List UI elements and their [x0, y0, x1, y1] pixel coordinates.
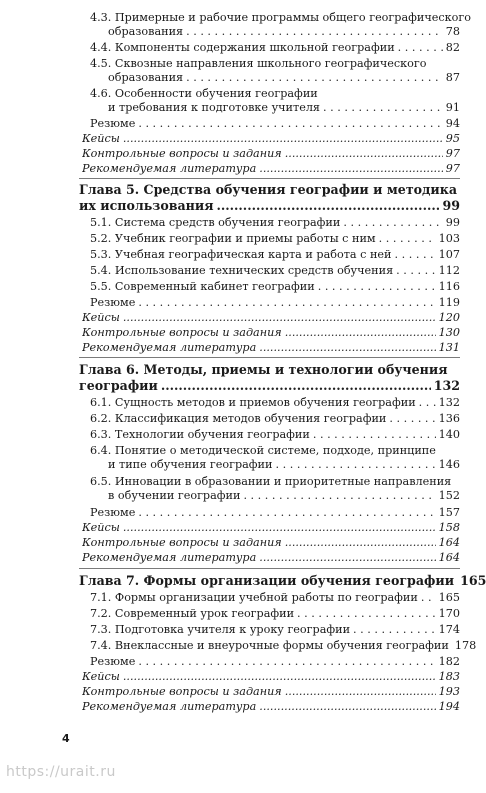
toc-entry-7-3[interactable] — [90, 623, 460, 637]
page-ref: 132 — [433, 378, 460, 393]
toc-literature-5[interactable] — [82, 341, 460, 355]
toc-entry-6-5-title — [90, 475, 451, 489]
dot-leader — [396, 264, 436, 278]
toc-entry-5-4[interactable] — [90, 264, 460, 278]
entry-text: Рекомендуемая литература — [82, 700, 257, 713]
dot-leader — [275, 458, 435, 472]
toc-questions-5[interactable] — [82, 326, 460, 340]
toc-cases-4[interactable] — [82, 132, 460, 146]
page-ref: 112 — [438, 264, 460, 277]
dot-leader — [186, 71, 443, 85]
entry-text: Кейсы — [82, 670, 120, 683]
page-ref: 165 — [438, 591, 460, 604]
toc-questions-4[interactable] — [82, 147, 460, 161]
dot-leader — [389, 412, 435, 426]
dot-leader — [138, 117, 442, 131]
toc-literature-6[interactable] — [82, 551, 460, 565]
entry-text: 7.1. Формы организации учебной работы по географии — [90, 591, 418, 604]
page-ref: 120 — [438, 311, 460, 324]
page-ref: 164 — [438, 536, 460, 549]
entry-text: в обучении географии — [108, 489, 241, 502]
chapter-text: Глава 7. Формы организации обучения географии — [79, 573, 455, 588]
dot-leader — [259, 162, 442, 176]
entry-text: Контрольные вопросы и задания — [82, 685, 282, 698]
dot-leader — [123, 521, 436, 535]
entry-text: 7.4. Внеклассные и внеурочные формы обучения географии — [90, 639, 449, 652]
dot-leader — [353, 623, 436, 637]
entry-text: Рекомендуемая литература — [82, 551, 257, 564]
toc-cases-6[interactable] — [82, 521, 460, 535]
entry-text: Резюме — [90, 655, 136, 668]
dot-leader — [421, 591, 436, 605]
chapter-text: их использования — [79, 198, 214, 213]
page-ref: 99 — [442, 198, 460, 213]
page-ref: 178 — [454, 639, 477, 652]
page-number: 4 — [62, 732, 70, 745]
toc-chapter-5[interactable] — [79, 198, 460, 213]
entry-text: и требования к подготовке учителя — [108, 101, 320, 114]
page-ref: 170 — [438, 607, 460, 620]
watermark-url: https://urait.ru — [6, 764, 116, 780]
page-ref: 152 — [438, 489, 460, 502]
toc-literature-4[interactable] — [82, 162, 460, 176]
entry-text: 5.4. Использование технических средств обучения — [90, 264, 394, 277]
dot-leader — [123, 132, 443, 146]
toc-entry-5-2[interactable] — [90, 232, 460, 246]
toc-entry-4-5[interactable] — [108, 71, 460, 85]
page-ref: 95 — [445, 132, 460, 145]
toc-resume-4[interactable] — [90, 117, 460, 131]
page-ref: 103 — [438, 232, 460, 245]
page-ref: 87 — [445, 71, 460, 84]
toc-entry-4-3[interactable] — [108, 25, 460, 39]
section-divider — [79, 178, 460, 179]
chapter-text: Глава 5. Средства обучения географии и методика — [79, 182, 458, 197]
page-ref: 193 — [438, 685, 460, 698]
toc-entry-6-2[interactable] — [90, 412, 460, 426]
toc-cases-7[interactable] — [82, 670, 460, 684]
toc-entry-6-4-title — [90, 444, 436, 458]
toc-entry-4-6-title — [90, 87, 318, 101]
entry-text: Контрольные вопросы и задания — [82, 326, 282, 339]
dot-leader — [123, 311, 436, 325]
dot-leader — [379, 232, 436, 246]
entry-text: 6.1. Сущность методов и приемов обучения географии — [90, 396, 416, 409]
entry-text: 6.4. Понятие о методической системе, подходе, принципе — [90, 444, 436, 457]
dot-leader — [318, 280, 436, 294]
entry-text: Контрольные вопросы и задания — [82, 536, 282, 549]
page-ref: 78 — [445, 25, 460, 38]
page-ref: 158 — [438, 521, 460, 534]
toc-entry-6-1[interactable] — [90, 396, 460, 410]
dot-leader — [259, 551, 435, 565]
section-divider — [79, 357, 460, 358]
toc-entry-4-4[interactable] — [90, 41, 460, 55]
dot-leader — [186, 25, 443, 39]
entry-text: Рекомендуемая литература — [82, 162, 257, 175]
dot-leader — [217, 198, 440, 213]
dot-leader — [138, 296, 435, 310]
page-ref: 182 — [438, 655, 460, 668]
entry-text: 6.2. Классификация методов обучения географии — [90, 412, 387, 425]
page-ref: 131 — [438, 341, 460, 354]
toc-cases-5[interactable] — [82, 311, 460, 325]
entry-text: 5.3. Учебная географическая карта и работа с ней — [90, 248, 392, 261]
dot-leader — [243, 489, 435, 503]
dot-leader — [285, 326, 436, 340]
dot-leader — [419, 396, 436, 410]
toc-entry-5-1[interactable] — [90, 216, 460, 230]
entry-text: 7.2. Современный урок географии — [90, 607, 295, 620]
page-ref: 107 — [438, 248, 460, 261]
chapter-5-title — [79, 182, 457, 197]
page-ref: 146 — [438, 458, 460, 471]
dot-leader — [323, 101, 443, 115]
entry-text: 7.3. Подготовка учителя к уроку географии — [90, 623, 351, 636]
entry-text: 5.2. Учебник географии и приемы работы с ним — [90, 232, 376, 245]
page-ref: 130 — [438, 326, 460, 339]
dot-leader — [395, 248, 436, 262]
entry-text: 6.3. Технологии обучения географии — [90, 428, 310, 441]
entry-text: Кейсы — [82, 132, 120, 145]
toc-entry-5-5[interactable] — [90, 280, 460, 294]
toc-literature-7[interactable] — [82, 700, 460, 714]
entry-text: 6.5. Инновации в образовании и приоритетные направления — [90, 475, 452, 488]
dot-leader — [138, 655, 435, 669]
dot-leader — [297, 607, 436, 621]
dot-leader — [138, 506, 435, 520]
toc-entry-6-3[interactable] — [90, 428, 460, 442]
dot-leader — [285, 147, 443, 161]
entry-text: 4.3. Примерные и рабочие программы общего географического — [90, 11, 471, 24]
chapter-6-title — [79, 362, 448, 377]
page-ref: 136 — [438, 412, 460, 425]
dot-leader — [285, 536, 436, 550]
entry-text: 4.6. Особенности обучения географии — [90, 87, 318, 100]
page-ref: 140 — [438, 428, 460, 441]
page-ref: 97 — [445, 147, 460, 160]
page-ref: 194 — [438, 700, 460, 713]
toc-entry-4-6[interactable] — [108, 101, 460, 115]
entry-text: 5.5. Современный кабинет географии — [90, 280, 315, 293]
entry-text: Резюме — [90, 506, 136, 519]
page-ref: 164 — [438, 551, 460, 564]
dot-leader — [313, 428, 436, 442]
entry-text: 5.1. Система средств обучения географии — [90, 216, 341, 229]
page-ref: 94 — [445, 117, 460, 130]
toc-questions-7[interactable] — [82, 685, 460, 699]
dot-leader — [343, 216, 442, 230]
toc-entry-7-2[interactable] — [90, 607, 460, 621]
toc-entry-7-4[interactable] — [90, 639, 477, 653]
entry-text: Резюме — [90, 117, 136, 130]
page-ref: 82 — [445, 41, 460, 54]
toc-questions-6[interactable] — [82, 536, 460, 550]
page-ref: 183 — [438, 670, 460, 683]
chapter-text: географии — [79, 378, 158, 393]
section-divider — [79, 568, 460, 569]
entry-text: Кейсы — [82, 311, 120, 324]
toc-entry-6-5[interactable] — [108, 489, 460, 503]
toc-resume-6[interactable] — [90, 506, 460, 520]
entry-text: 4.5. Сквозные направления школьного географического — [90, 57, 427, 70]
page-ref: 157 — [438, 506, 460, 519]
entry-text: Кейсы — [82, 521, 120, 534]
page-ref: 165 — [460, 573, 486, 588]
page-ref: 132 — [438, 396, 460, 409]
toc-entry-4-5-title — [90, 57, 427, 71]
entry-text: образования — [108, 25, 184, 38]
chapter-text: Глава 6. Методы, приемы и технологии обучения — [79, 362, 448, 377]
toc-entry-4-3-title — [90, 11, 471, 25]
page-ref: 97 — [445, 162, 460, 175]
page-ref: 174 — [438, 623, 460, 636]
entry-text: образования — [108, 71, 184, 84]
dot-leader — [123, 670, 436, 684]
dot-leader — [161, 378, 431, 393]
page-ref: 91 — [445, 101, 460, 114]
dot-leader — [398, 41, 443, 55]
page-ref: 99 — [445, 216, 460, 229]
toc-entry-6-4[interactable] — [108, 458, 460, 472]
toc-entry-5-3[interactable] — [90, 248, 460, 262]
dot-leader — [285, 685, 436, 699]
page-ref: 119 — [438, 296, 460, 309]
dot-leader — [259, 341, 435, 355]
entry-text: 4.4. Компоненты содержания школьной географии — [90, 41, 395, 54]
entry-text: Контрольные вопросы и задания — [82, 147, 282, 160]
toc-chapter-7[interactable] — [79, 573, 486, 588]
entry-text: и типе обучения географии — [108, 458, 273, 471]
toc-resume-7[interactable] — [90, 655, 460, 669]
page-ref: 116 — [438, 280, 460, 293]
toc-chapter-6[interactable] — [79, 378, 460, 393]
entry-text: Резюме — [90, 296, 136, 309]
toc-resume-5[interactable] — [90, 296, 460, 310]
dot-leader — [259, 700, 435, 714]
toc-entry-7-1[interactable] — [90, 591, 460, 605]
entry-text: Рекомендуемая литература — [82, 341, 257, 354]
